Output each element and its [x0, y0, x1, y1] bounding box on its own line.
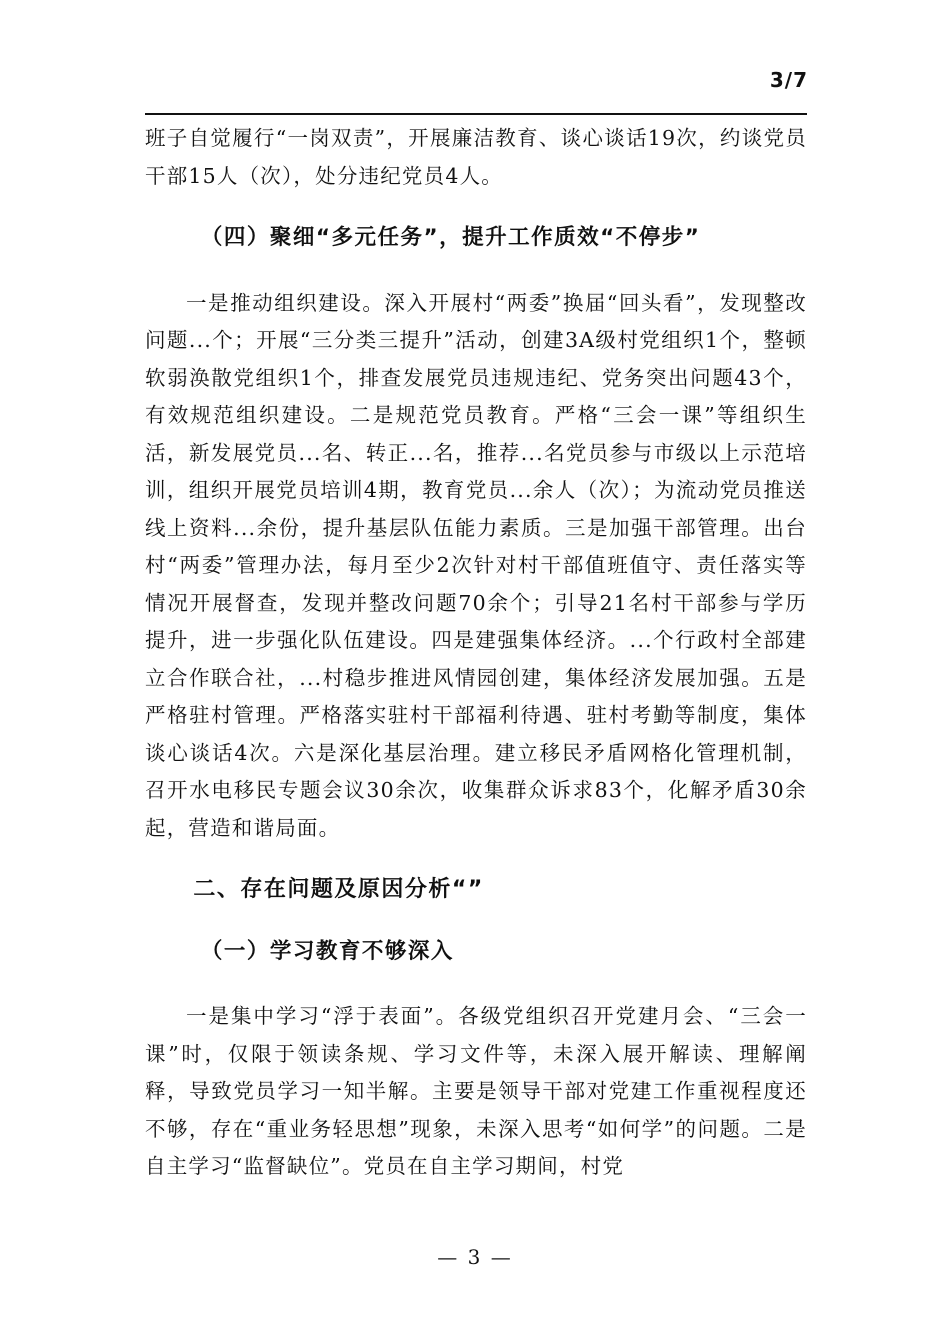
document-body [145, 120, 807, 1186]
paragraph-continuation: 班子自觉履行“一岗双责”，开展廉洁教育、谈心谈话19次，约谈党员干部15人（次），处分违纪党员4人。 [145, 126, 807, 188]
section-heading-four: （四）聚细“多元任务”，提升工作质效“不停步” [200, 225, 701, 250]
page-counter: 3/7 [769, 68, 808, 92]
page-footer-number: — 3 — [437, 1245, 513, 1269]
paragraph-study-education: 一是集中学习“浮于表面”。各级党组织召开党建月会、“三会一课”时，仅限于领读条规、学习文件等，未深入展开解读、理解阐释，导致党员学习一知半解。主要是领导干部对党建工作重视程度还不够，存在“重业务轻思想”现象，未深入思考“如何学”的问题。二是自主学习“监督缺位”。党员在自主学习期间，村党 [145, 1004, 807, 1178]
section-heading-one: （一）学习教育不够深入 [200, 938, 454, 964]
chapter-heading-two: 二、存在问题及原因分析“” [193, 877, 484, 902]
paragraph-organization-building: 一是推动组织建设。深入开展村“两委”换届“回头看”，发现整改问题...个；开展“三分类三提升”活动，创建3A级村党组织1个，整顿软弱涣散党组织1个，排查发展党员违规违纪、党务突出问题43个，有效规范组织建设。二是规范党员教育。严格“三会一课”等组织生活，新发展党员...名、转正...名，推荐...名党员参与市级以上示范培训，组织开展党员培训4期，教育党员...余人（次）；为流动党员推送线上资料...余份，提升基层队伍能力素质。三是加强干部管理。出台村“两委”管理办法，每月至少2次针对村干部值班值守、责任落实等情况开展督查，发现并整改问题70余个；引导21名村干部参与学历提升，进一步强化队伍建设。四是建强集体经济。...个行政村全部建立合作联合社，...村稳步推进风情园创建，集体经济发展加强。五是严格驻村管理。严格落实驻村干部福利待遇、驻村考勤等制度，集体谈心谈话4次。六是深化基层治理。建立移民矛盾网格化管理机制，召开水电移民专题会议30余次，收集群众诉求83个，化解矛盾30余起，营造和谐局面。 [145, 290, 807, 840]
header-divider [145, 113, 807, 115]
